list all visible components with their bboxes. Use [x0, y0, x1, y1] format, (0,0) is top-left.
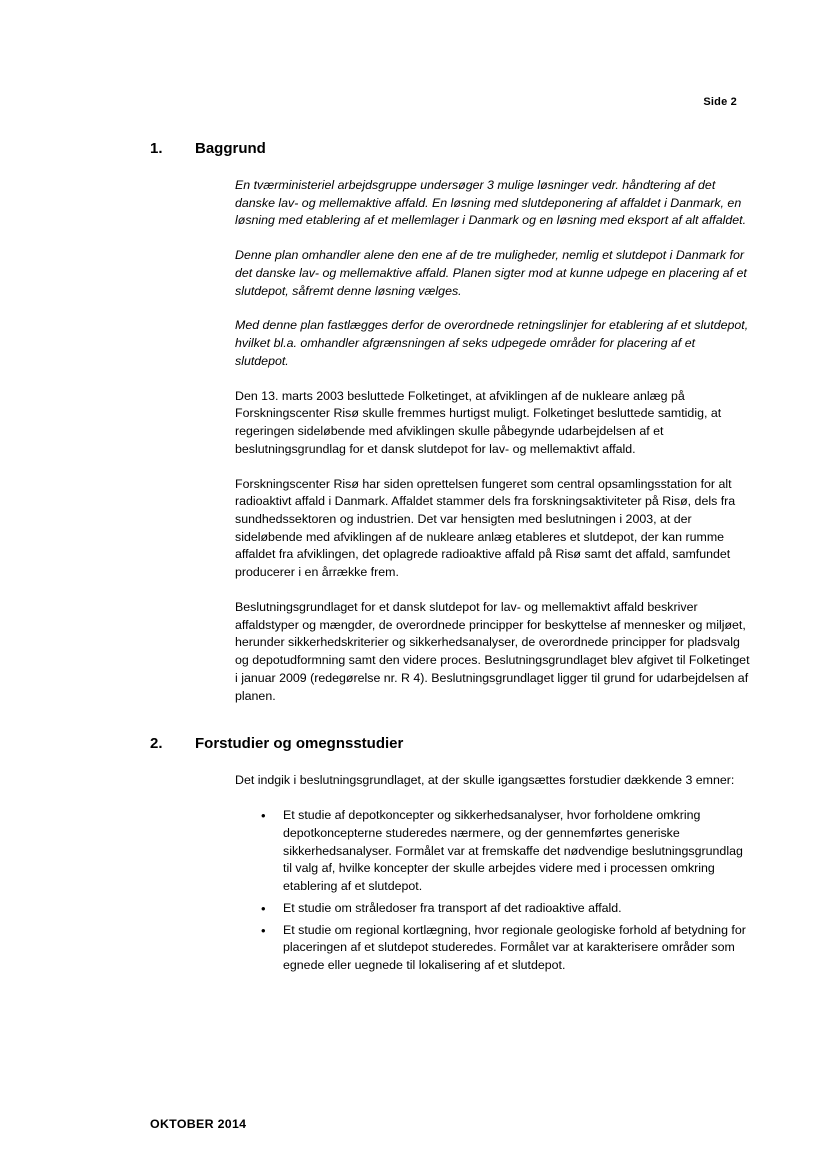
list-item-text: Et studie af depotkoncepter og sikkerhedsanalyser, hvor forholdene omkring depotkoncepterne studeredes nærmere, og der gennemførtes generiske sikkerhedsanalyser. Formålet var at fremskaffe det nødvendige beslutningsgrundlag til valg af, hvilke koncepter der skulle arbejdes videre med i processen omkring etablering af et slutdepot. [283, 808, 743, 894]
section-2-body [235, 772, 750, 974]
bullet-icon: • [261, 900, 266, 916]
paragraph: Det indgik i beslutningsgrundlaget, at der skulle igangsættes forstudier dækkende 3 emner: [235, 773, 735, 788]
section-1-heading [150, 140, 750, 157]
section-1-title: Baggrund [195, 140, 266, 157]
section-2-heading [150, 735, 750, 752]
section-1-number: 1. [150, 140, 163, 157]
page-number-header: Side 2 [703, 96, 737, 108]
document-content [150, 140, 750, 979]
list-item [235, 900, 750, 918]
list-item-text: Et studie om stråledoser fra transport af det radioaktive affald. [283, 900, 622, 915]
paragraph: Denne plan omhandler alene den ene af de tre muligheder, nemlig et slutdepot i Danmark for det danske lav- og mellemaktive affald. Planen sigter mod at kunne udpege en placering af et slutdepot, såfremt denne løsning vælges. [235, 248, 747, 298]
section-forstudier-og-omegnsstudier [150, 735, 750, 974]
list-item [235, 807, 750, 896]
paragraph: Den 13. marts 2003 besluttede Folketinget, at afviklingen af de nukleare anlæg på Forskningscenter Risø skulle fremmes hurtigst muligt. Folketinget besluttede samtidig, at regeringen sideløbende med afviklingen skulle påbegynde udarbejdelsen af et beslutningsgrundlag for et dansk slutdepot for lav- og mellemaktivt affald. [235, 388, 722, 456]
paragraph: En tværministeriel arbejdsgruppe undersøger 3 mulige løsninger vedr. håndtering af det danske lav- og mellemaktive affald. En løsning med slutdeponering af affaldet i Danmark, en løsning med etablering af et mellemlager i Danmark og en løsning med eksport af alt affaldet. [235, 178, 747, 228]
paragraph: Forskningscenter Risø har siden oprettelsen fungeret som central opsamlingsstation for alt radioaktivt affald i Danmark. Affaldet stammer dels fra forskningsaktiviteter på Risø, dels fra sundhedssektoren og industrien. Det var hensigten med beslutningen i 2003, at der sideløbende med afviklingen af de nukleare anlæg etableres et slutdepot, der kan rumme affaldet fra afviklingen, det oplagrede radioaktive affald på Risø samt det affald, samfundet producerer i en årrække frem. [235, 476, 736, 580]
document-footer: OKTOBER 2014 [150, 1117, 247, 1131]
bullet-list [235, 807, 750, 975]
list-item [235, 922, 750, 975]
section-2-number: 2. [150, 735, 163, 753]
bullet-icon: • [261, 808, 266, 824]
list-item-text: Et studie om regional kortlægning, hvor regionale geologiske forhold af betydning for placeringen af et slutdepot studeredes. Formålet var at karakterisere områder som egnede eller uegnede til lokalisering af et slutdepot. [283, 922, 746, 972]
section-baggrund [150, 140, 750, 705]
paragraph: Med denne plan fastlægges derfor de overordnede retningslinjer for etablering af et slutdepot, hvilket bl.a. omhandler afgrænsningen af seks udpegede områder for placering af et slutdepot. [235, 318, 749, 368]
paragraph: Beslutningsgrundlaget for et dansk slutdepot for lav- og mellemaktivt affald beskriver affaldstyper og mængder, de overordnede principper for beskyttelse af mennesker og miljøet, herunder sikkerhedskriterier og sikkerhedsanalyser, de overordnede principper for pladsvalg og depotudformning samt den videre proces. Beslutningsgrundlaget blev afgivet til Folketinget i januar 2009 (redegørelse nr. R 4). Beslutningsgrundlaget ligger til grund for udarbejdelsen af planen. [235, 599, 750, 703]
bullet-icon: • [261, 922, 266, 938]
section-1-body [235, 177, 750, 705]
section-2-title: Forstudier og omegnsstudier [195, 735, 404, 753]
